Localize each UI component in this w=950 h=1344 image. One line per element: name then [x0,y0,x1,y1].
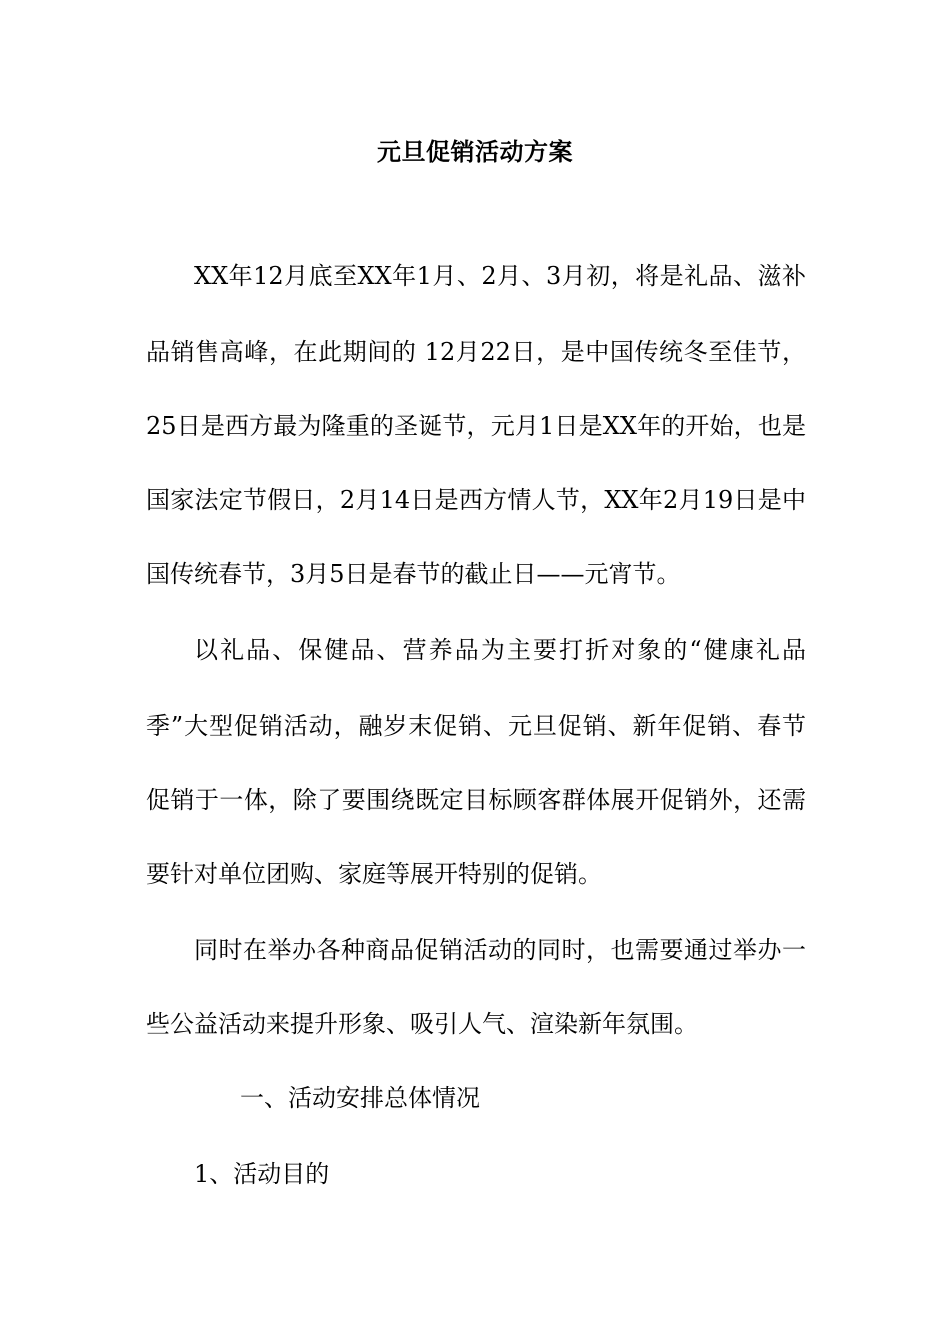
sub-heading: 1、活动目的 [194,1160,330,1188]
document-title: 元旦促销活动方案 [377,137,573,166]
paragraph-2-line-1: 以礼品、保健品、营养品为主要打折对象的“健康礼品 [194,636,806,664]
paragraph-2-line-2: 季”大型促销活动，融岁末促销、元旦促销、新年促销、春节 [146,712,806,740]
paragraph-2-line-4: 要针对单位团购、家庭等展开特别的促销。 [146,860,602,888]
paragraph-1-line-2: 品销售高峰，在此期间的 12月22日，是中国传统冬至佳节， [146,338,806,366]
paragraph-1-line-4: 国家法定节假日，2月14日是西方情人节，XX年2月19日是中 [146,486,806,514]
section-heading: 一、活动安排总体情况 [240,1084,480,1112]
paragraph-3-line-1: 同时在举办各种商品促销活动的同时，也需要通过举办一 [194,936,806,964]
paragraph-2-line-3: 促销于一体，除了要围绕既定目标顾客群体展开促销外，还需 [146,786,806,814]
paragraph-1-line-1: XX年12月底至XX年1月、2月、3月初，将是礼品、滋补 [194,262,806,290]
paragraph-3-line-2: 些公益活动来提升形象、吸引人气、渲染新年氛围。 [146,1010,698,1038]
paragraph-1-line-5: 国传统春节，3月5日是春节的截止日——元宵节。 [146,560,681,588]
paragraph-1-line-3: 25日是西方最为隆重的圣诞节，元月1日是XX年的开始，也是 [146,412,806,440]
